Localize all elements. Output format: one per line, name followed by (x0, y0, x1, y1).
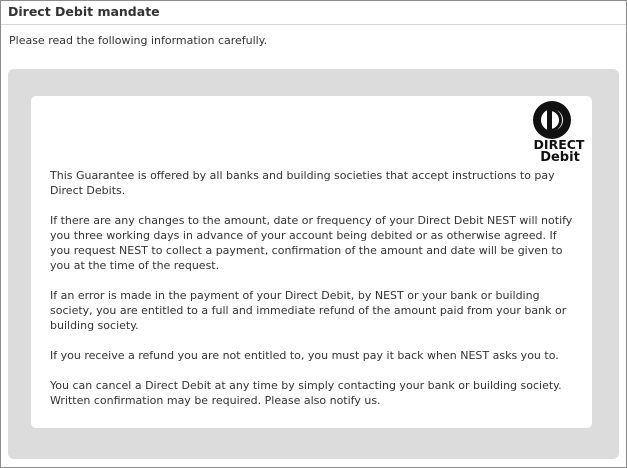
page-title: Direct Debit mandate (8, 4, 160, 19)
intro-text: Please read the following information carefully. (9, 34, 268, 47)
guarantee-panel (8, 69, 619, 459)
guarantee-paragraph-offer: This Guarantee is offered by all banks and building societies that accept instructions to pay Direct Debits. (50, 169, 555, 197)
guarantee-paragraph-cancel: You can cancel a Direct Debit at any time by simply contacting your bank or building society. Written confirmation may be required. Please also notify us. (50, 379, 562, 407)
direct-debit-logo-icon (527, 99, 591, 161)
guarantee-paragraph-repay: If you receive a refund you are not entitled to, you must pay it back when NEST asks you to. (50, 349, 559, 362)
guarantee-card (31, 96, 592, 428)
logo-line-direct: DIRECT (533, 137, 585, 152)
guarantee-paragraph-changes: If there are any changes to the amount, date or frequency of your Direct Debit NEST will notify you three working days in advance of your account being debited or as otherwise agreed. If you request NEST to collect a payment, confirmation of the amount and date will be given to you at the time of the request. (50, 214, 573, 272)
guarantee-paragraph-refund: If an error is made in the payment of your Direct Debit, by NEST or your bank or building society, you are entitled to a full and immediate refund of the amount paid from your bank or building society. (50, 289, 567, 332)
guarantee-text (50, 168, 580, 423)
logo-line-debit: Debit (540, 150, 580, 161)
title-divider (1, 24, 626, 25)
